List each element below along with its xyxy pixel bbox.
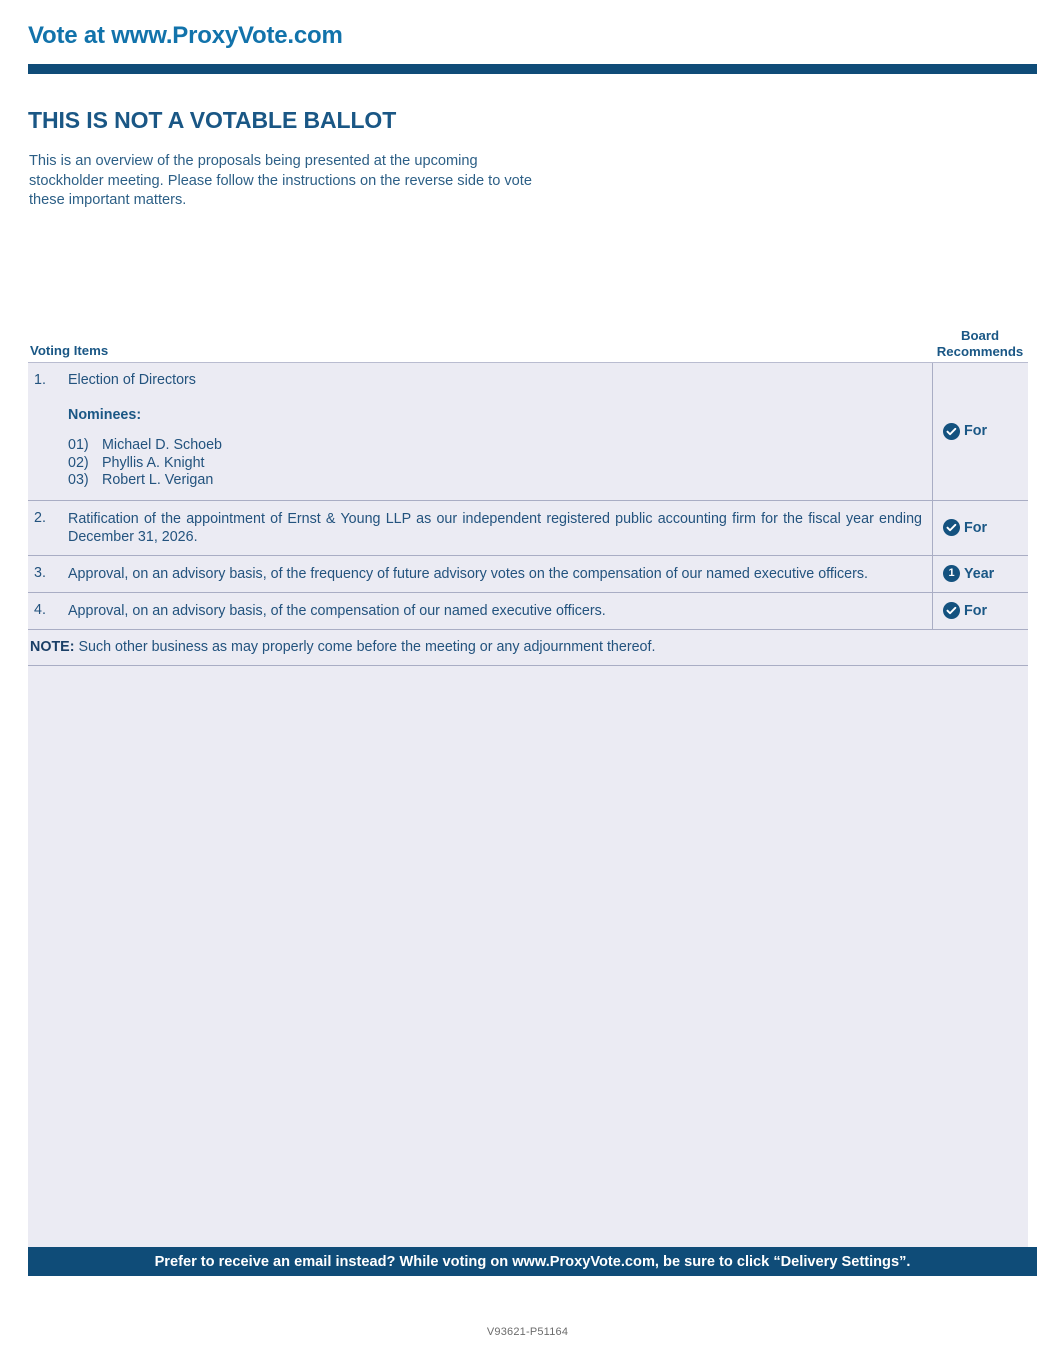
table-row [28, 556, 1028, 593]
item-number: 3. [34, 564, 46, 581]
column-header-voting-items: Voting Items [30, 343, 109, 358]
table-row [28, 363, 1028, 501]
list-item [68, 437, 922, 455]
board-recommendation-cell [932, 593, 1028, 629]
table-body [28, 362, 1028, 1263]
status-badge [943, 565, 994, 582]
table-note-row [28, 630, 1028, 666]
board-recommendation-cell [932, 556, 1028, 592]
delivery-settings-banner: Prefer to receive an email instead? While voting on www.ProxyVote.com, be sure to click “Delivery Settings”. [28, 1247, 1037, 1276]
number-one-circle-icon: 1 [943, 565, 960, 582]
nominee-name: Robert L. Verigan [102, 472, 214, 488]
check-circle-icon [943, 519, 960, 536]
item-number: 1. [34, 372, 46, 388]
note-text: Such other business as may properly come before the meeting or any adjournment thereof. [78, 638, 656, 655]
check-circle-icon [943, 602, 960, 619]
table-row [28, 501, 1028, 556]
item-content [68, 363, 932, 500]
table-empty-area [28, 666, 1028, 1262]
recommendation-label: For [964, 602, 988, 619]
nominee-index: 02) [68, 454, 89, 471]
nominee-list [68, 437, 922, 490]
list-item [68, 472, 922, 490]
recommendation-label: Year [964, 565, 995, 582]
board-header-line-2: Recommends [936, 343, 1024, 359]
note-label: NOTE: [30, 638, 75, 655]
nominee-name: Phyllis A. Knight [102, 454, 205, 471]
list-item [68, 455, 922, 473]
header-divider-rule [28, 64, 1037, 74]
page-title: Vote at www.ProxyVote.com [28, 22, 343, 49]
table-column-headers [28, 318, 1028, 362]
board-recommendation-cell [932, 501, 1028, 555]
board-recommendation-cell [932, 363, 1028, 500]
item-title: Election of Directors [68, 372, 196, 388]
board-header-line-1: Board [960, 328, 1000, 343]
voting-items-table [28, 318, 1028, 1263]
item-number: 2. [34, 509, 46, 526]
status-badge [943, 423, 987, 440]
ballot-heading: THIS IS NOT A VOTABLE BALLOT [28, 107, 397, 133]
table-row [28, 593, 1028, 630]
nominee-name: Michael D. Schoeb [102, 437, 222, 453]
item-content: Ratification of the appointment of Ernst & Young LLP as our independent registered public accounting firm for the fiscal year ending December 31, 2026. [68, 510, 922, 545]
item-content: Approval, on an advisory basis, of the compensation of our named executive officers. [68, 602, 606, 619]
nominees-label: Nominees: [68, 407, 142, 423]
nominee-index: 03) [68, 472, 89, 488]
check-circle-icon [943, 423, 960, 440]
status-badge [943, 519, 987, 536]
nominee-index: 01) [68, 437, 89, 453]
status-badge [943, 602, 987, 619]
item-number: 4. [34, 601, 46, 618]
intro-paragraph: This is an overview of the proposals being presented at the upcoming stockholder meeting. Please follow the instructions on the reverse side to vote these important matters. [29, 153, 532, 208]
column-header-board-recommends [932, 328, 1028, 359]
recommendation-label: For [964, 519, 988, 536]
item-content: Approval, on an advisory basis, of the frequency of future advisory votes on the compensation of our named executive officers. [68, 565, 869, 582]
recommendation-label: For [964, 423, 988, 440]
control-number: V93621-P51164 [486, 1326, 569, 1338]
